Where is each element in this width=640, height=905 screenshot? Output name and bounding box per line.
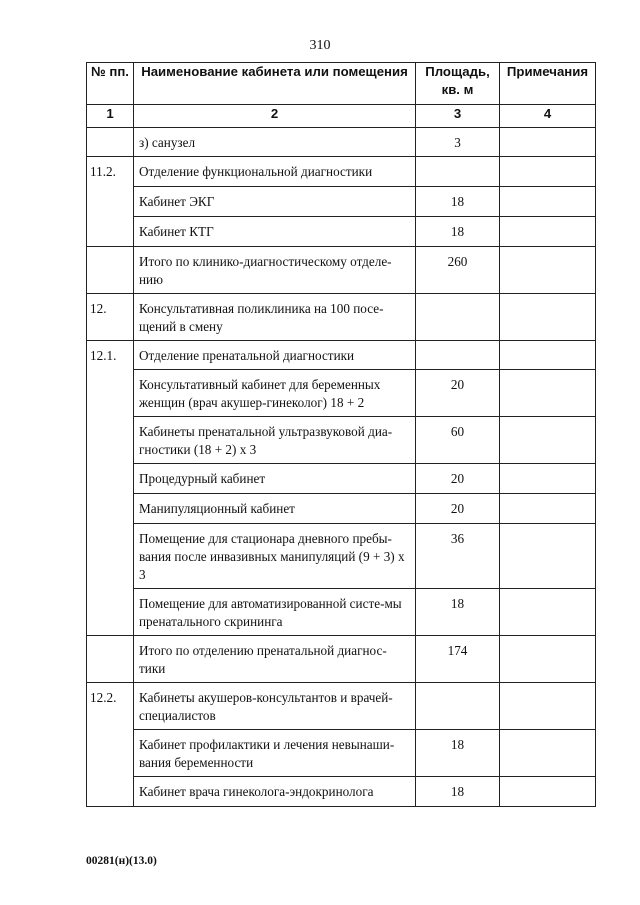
room-name: Помещение для автоматизированной систе-мы пренатального скрининга [134,589,416,636]
row-number [87,524,134,589]
row-number [87,187,134,217]
room-name: Процедурный кабинет [134,464,416,494]
room-name: Кабинеты акушеров-консультантов и врачей-специалистов [134,683,416,730]
table-row [87,683,596,730]
table-header-row [87,63,596,105]
page-number: 310 [309,38,331,53]
table-row [87,636,596,683]
room-name: Кабинет врача гинеколога-эндокринолога [134,777,416,807]
table-row [87,187,596,217]
room-name: Кабинет профилактики и лечения невынаши-вания беременности [134,730,416,777]
room-area: 36 [416,524,500,589]
room-area: 260 [416,247,500,294]
room-note [500,494,596,524]
row-number [87,494,134,524]
row-number: 12. [87,294,134,341]
table-row [87,589,596,636]
room-area [416,157,500,187]
room-area: 18 [416,777,500,807]
room-name: Консультативный кабинет для беременных женщин (врач акушер-гинеколог) 18 + 2 [134,370,416,417]
room-note [500,341,596,370]
column-number-4: 4 [500,105,596,128]
room-name: Манипуляционный кабинет [134,494,416,524]
row-number [87,777,134,807]
row-number [87,247,134,294]
column-number-2: 2 [134,105,416,128]
room-note [500,636,596,683]
room-area: 18 [416,730,500,777]
table-row [87,294,596,341]
room-area [416,683,500,730]
room-name: Помещение для стационара дневного пребы-вания после инвазивных манипуляций (9 + 3) х 3 [134,524,416,589]
header-name: Наименование кабинета или помещения [134,63,416,105]
document-code: 00281(н)(13.0) [86,855,157,867]
room-note [500,589,596,636]
row-number: 12.1. [87,341,134,370]
table-row [87,417,596,464]
row-number: 11.2. [87,157,134,187]
room-note [500,247,596,294]
table-row [87,157,596,187]
premises-table [86,62,596,807]
room-area: 20 [416,464,500,494]
room-note [500,128,596,157]
room-area: 3 [416,128,500,157]
room-area: 18 [416,589,500,636]
room-note [500,464,596,494]
room-name: Кабинеты пренатальной ультразвуковой диа-гностики (18 + 2) х 3 [134,417,416,464]
room-area [416,294,500,341]
table-row [87,341,596,370]
room-area: 20 [416,370,500,417]
room-name: Консультативная поликлиника на 100 посе-щений в смену [134,294,416,341]
table-row [87,494,596,524]
room-name: Итого по отделению пренатальной диагнос-тики [134,636,416,683]
table-row [87,247,596,294]
row-number [87,128,134,157]
room-note [500,370,596,417]
room-area: 18 [416,217,500,247]
row-number [87,417,134,464]
table-row [87,128,596,157]
room-note [500,417,596,464]
column-number-1: 1 [87,105,134,128]
room-name: з) санузел [134,128,416,157]
row-number [87,730,134,777]
room-name: Кабинет КТГ [134,217,416,247]
table-row [87,217,596,247]
table-row [87,730,596,777]
room-note [500,777,596,807]
room-name: Отделение пренатальной диагностики [134,341,416,370]
room-name: Отделение функциональной диагностики [134,157,416,187]
room-area: 20 [416,494,500,524]
row-number [87,464,134,494]
room-name: Итого по клинико-диагностическому отделе-нию [134,247,416,294]
header-num: № пп. [87,63,134,105]
room-note [500,524,596,589]
room-name: Кабинет ЭКГ [134,187,416,217]
column-number-3: 3 [416,105,500,128]
table-row [87,777,596,807]
header-note: Примечания [500,63,596,105]
row-number [87,589,134,636]
table-row [87,524,596,589]
room-area: 60 [416,417,500,464]
room-area: 18 [416,187,500,217]
row-number: 12.2. [87,683,134,730]
room-note [500,294,596,341]
table-row [87,370,596,417]
table-row [87,464,596,494]
row-number [87,217,134,247]
room-note [500,187,596,217]
row-number [87,636,134,683]
room-area: 174 [416,636,500,683]
room-note [500,217,596,247]
header-area: Площадь, кв. м [416,63,500,105]
room-note [500,683,596,730]
room-note [500,157,596,187]
row-number [87,370,134,417]
column-number-row [87,105,596,128]
room-area [416,341,500,370]
room-note [500,730,596,777]
